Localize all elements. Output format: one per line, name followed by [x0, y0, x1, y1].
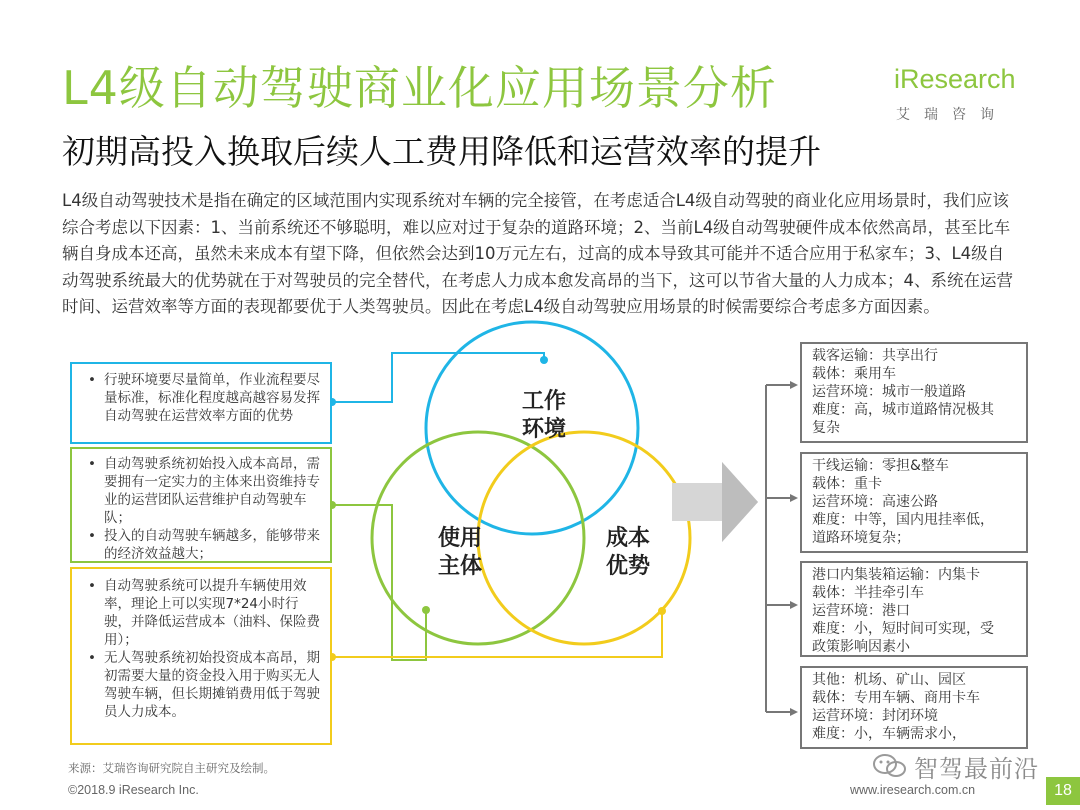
- factor-item: • 自动驾驶系统初始投入成本高昂，需要拥有一定实力的主体来出资维持专业的运营团队运营维护自动驾驶车队；: [104, 455, 320, 527]
- scenario-line: 载体：重卡: [812, 476, 882, 492]
- page-number: 18: [1046, 777, 1080, 805]
- scenario-line: 运营环境：封闭环境: [812, 708, 938, 724]
- scenario-line: 载客运输：共享出行: [812, 348, 938, 364]
- venn-label-top-line2: 环境: [521, 417, 566, 442]
- tree-arrowhead-4: [790, 708, 798, 716]
- scenario-line: 运营环境：港口: [812, 603, 910, 619]
- tree-arrowhead-2: [790, 494, 798, 502]
- tree-arrowhead-3: [790, 601, 798, 609]
- scenario-line: 难度：小，短时间可实现，受: [812, 621, 994, 637]
- scenario-box-other: [800, 666, 1028, 749]
- venn-label-right-line2: 优势: [605, 554, 650, 579]
- connector-right: [332, 611, 662, 657]
- venn-label-right-line1: 成本: [605, 526, 650, 551]
- factor-box-work-environment: [70, 362, 332, 444]
- website-link[interactable]: www.iresearch.com.cn: [850, 783, 976, 797]
- scenario-line: 载体：半挂牵引车: [812, 585, 924, 601]
- factor-item: • 行驶环境要尽量简单，作业流程要尽量标准，标准化程度越高越容易发挥自动驾驶在运营效率方面的优势: [104, 371, 320, 425]
- factor-item: • 自动驾驶系统可以提升车辆使用效率，理论上可以实现7*24小时行驶，并降低运营成本（油料、保险费用）；: [104, 577, 320, 649]
- scenario-line: 港口内集装箱运输：内集卡: [812, 567, 980, 583]
- venn-label-work-environment: [509, 388, 579, 444]
- scenario-line: 难度：小，车辆需求小，: [812, 726, 966, 742]
- scenario-line: 载体：专用车辆、商用卡车: [812, 690, 980, 706]
- right-arrow-shade: [722, 462, 758, 542]
- scenario-line: 政策影响因素小: [812, 639, 910, 655]
- factor-item: • 投入的自动驾驶车辆越多，能够带来的经济效益越大；: [104, 527, 320, 563]
- scenario-line: 复杂: [812, 420, 840, 436]
- factor-item: • 无人驾驶系统初始投资成本高昂，期初需要大量的资金投入用于购买无人驾驶车辆，但长期摊销费用低于驾驶员人力成本。: [104, 649, 320, 721]
- factor-box-cost-advantage: [70, 567, 332, 745]
- page-subtitle: 初期高投入换取后续人工费用降低和运营效率的提升: [62, 132, 821, 171]
- page-title: L4级自动驾驶商业化应用场景分析: [62, 61, 777, 115]
- copyright-text: ©2018.9 iResearch Inc.: [68, 783, 199, 797]
- scenario-line: 难度：中等，国内甩挂率低，: [812, 512, 994, 528]
- connector-top-dot-right: [540, 356, 548, 364]
- logo-main-text: iResearch: [894, 64, 1016, 94]
- scenario-line: 干线运输：零担&整车: [812, 458, 949, 474]
- scenario-box-trunk: [800, 452, 1028, 553]
- connector-left-dot-right: [422, 606, 430, 614]
- factor-box-user-entity: [70, 447, 332, 563]
- venn-label-left-line1: 使用: [437, 526, 482, 551]
- venn-label-top-line1: 工作: [521, 389, 566, 414]
- intro-paragraph: L4级自动驾驶技术是指在确定的区域范围内实现系统对车辆的完全接管，在考虑适合L4级自动驾驶的商业化应用场景时，我们应该综合考虑以下因素：1、当前系统还不够聪明，难以应对过于复杂的道路环境；2、当前L4级自动驾驶硬件成本依然高昂，甚至比车辆自身成本还高，虽然未来成本有望下降，但依然会达到10万元左右，过高的成本导致其可能并不适合应用于私家车；3、L4级自动驾驶系统最大的优势就在于对驾驶员的完全替代，在考虑人力成本愈发高昂的当下，这可以节省大量的人力成本；4、系统在运营时间、运营效率等方面的表现都要优于人类驾驶员。因此在考虑L4级自动驾驶应用场景的时候需要综合考虑多方面因素。: [62, 191, 1013, 316]
- scenario-line: 运营环境：城市一般道路: [812, 384, 966, 400]
- scenario-line: 难度：高，城市道路情况极其: [812, 402, 994, 418]
- scenario-line: 载体：乘用车: [812, 366, 896, 382]
- scenario-line: 其他：机场、矿山、园区: [812, 672, 966, 688]
- venn-label-user-entity: [425, 525, 495, 581]
- source-note: 来源：艾瑞咨询研究院自主研究及绘制。: [68, 761, 275, 775]
- scenario-line: 道路环境复杂；: [812, 530, 910, 546]
- scenario-box-port: [800, 561, 1028, 657]
- logo-sub-text: 艾瑞咨询: [896, 107, 1008, 123]
- scenario-line: 运营环境：高速公路: [812, 494, 938, 510]
- wechat-icon: [872, 752, 908, 780]
- scenario-box-passenger: [800, 342, 1028, 443]
- connector-left: [332, 505, 426, 660]
- watermark-text: 智驾最前沿: [914, 755, 1039, 783]
- tree-arrowhead-1: [790, 381, 798, 389]
- venn-label-cost-advantage: [593, 525, 663, 581]
- venn-label-left-line2: 主体: [437, 554, 482, 579]
